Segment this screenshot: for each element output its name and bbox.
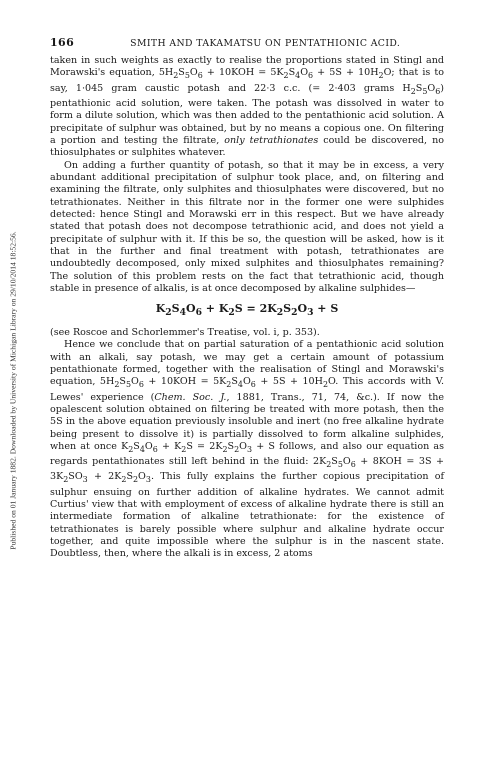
body-paragraph: Hence we conclude that on partial saturation of a pentathionic acid solution with an alkali, say potash, we may get a certain amount of potassium pentathionate formed, together with the realisation of Stingl and Morawski's equation, $5H_2S_5O_6 + 10KOH = 5K_2S_4O_6 + 5S + 10H_2O$. This accords with V. Lewes' experience (Chem. Soc. J., 1881, Trans., 71, 74, &c.). If now the opalescent solution obtained on filtering be treated with more potash, then the 5S in the above equation previously insoluble and inert (no free alkaline hydrate being present to dissolve it) is partially dissolved to form alkaline sulphides, when at once $K_2S_4O_6 + K_2S = 2K_2S_2O_3 + S$ follows, and also our equation as regards pentathionates still left behind in the fluid: $2K_2S_5O_6 + 8KOH = 3S + 3K_2SO_3 + 2K_2S_2O_3$. This fully explains the further copious precipitation of sulphur ensuing on further addition of alkaline hydrates. We cannot admit Curtius' view that with employment of excess of alkaline hydrate there is still an intermediate formation of alkaline tetrathionate: for the existence of tetrathionates is barely possible where sulphur and alkaline hydrate occur together, and quite impossible where the sulphur is in the nascent state. Doubtless, then, where the alkali is in excess, 2 atoms xyxy=(50,339,445,560)
download-watermark-text: Published on 01 January 1882. Downloaded by University of Michigan Library on 29/10/2014 18:52:56. xyxy=(8,230,18,550)
article-body xyxy=(50,55,444,561)
page-header xyxy=(50,36,444,49)
chemical-equation: $K_2S_4O_6 + K_2S = 2K_2S_2O_3 + S$ xyxy=(155,302,339,319)
body-paragraph: On adding a further quantity of potash, so that it may be in excess, a very abundant additional precipitation of sulphur took place, and, on filtering and examining the filtrate, only sulphites and thiosulphates were discovered, but no tetrathionates. Neither in this filtrate nor in the former one were sulphides detected: hence Stingl and Morawski err in this respect. But we have already stated that potash does not decompose tetrathionic acid, and does not yield a precipitate of sulphur with it. If this be so, the question will be asked, how is it that in the further and final treatment with potash, tetrathionates are undoubtedly decomposed, only mixed sulphites and thiosulphates remaining? The solution of this problem rests on the fact that tetrathionic acid, though stable in presence of alkalis, is at once decomposed by alkaline sulphides— xyxy=(50,159,444,294)
journal-page xyxy=(50,36,444,561)
body-paragraph: (see Roscoe and Schorlemmer's Treatise, vol. i, p. 353). xyxy=(50,326,320,338)
page-number: 166 xyxy=(50,36,75,49)
download-watermark xyxy=(6,40,20,740)
running-title: SMITH AND TAKAMATSU ON PENTATHIONIC ACID. xyxy=(130,38,401,49)
body-paragraph: taken in such weights as exactly to realise the proportions stated in Stingl and Morawski's equation, $5H_2S_5O_6 + 10KOH = 5K_2S_4O_6 + 5S + 10H_2O$; that is to say, 1·045 gram caustic potash and 22·3 c.c. (= 2·403 grams $H_2S_5O_6$) pentathionic acid solution, were taken. The potash was dissolved in water to form a dilute solution, which was then added to the pentathionic acid solution. A precipitate of sulphur was obtained, but by no means a copious one. On filtering a portion and testing the filtrate, only tetrathionates could be discovered, no thiosulphates or sulphites whatever. xyxy=(50,55,444,159)
